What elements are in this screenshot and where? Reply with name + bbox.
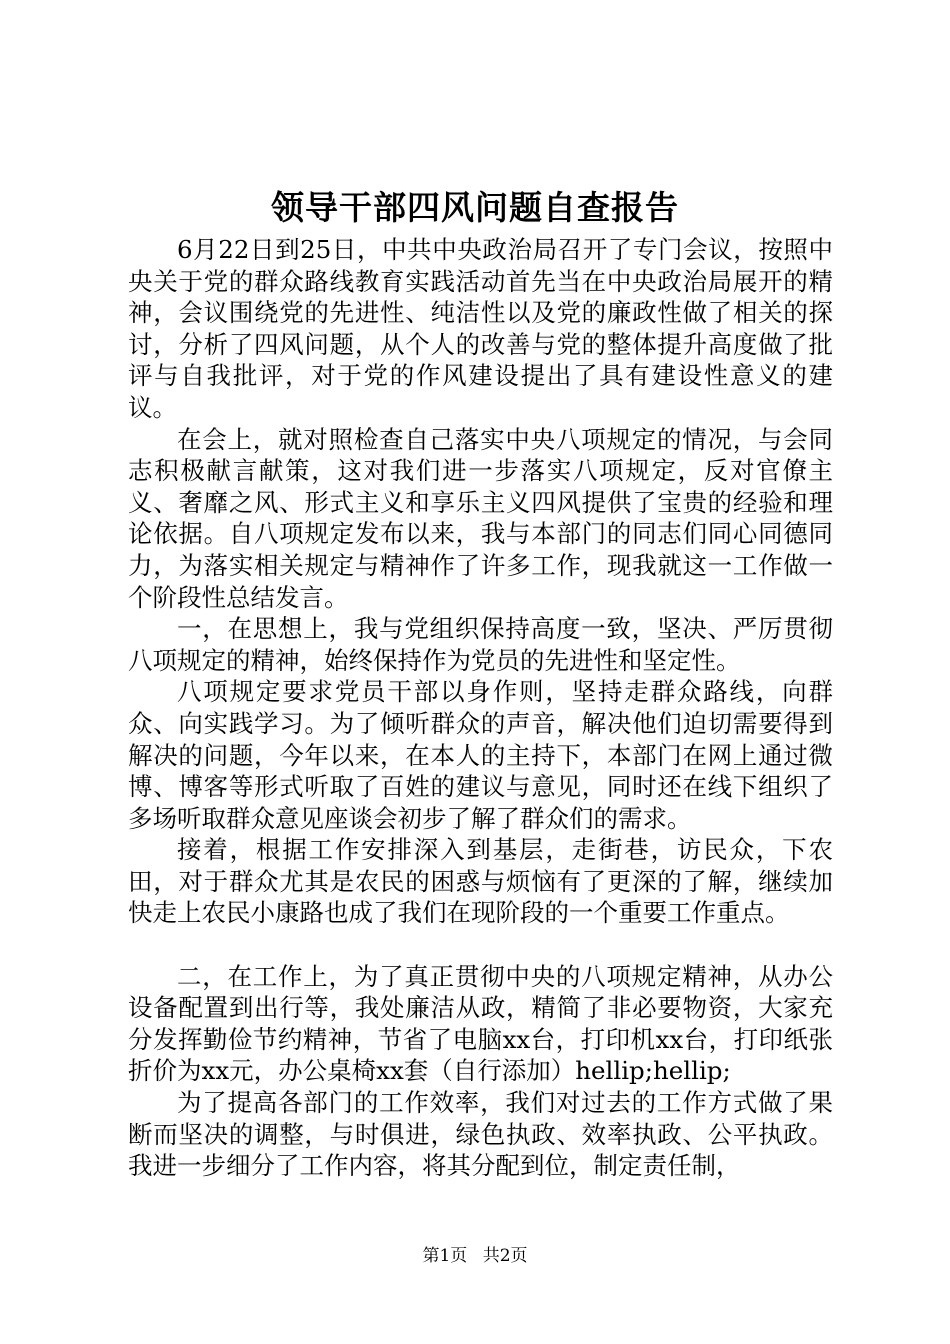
paragraph: 八项规定要求党员干部以身作则，坚持走群众路线，向群众、向实践学习。为了倾听群众的声音，解决他们迫切需要得到解决的问题，今年以来，在本人的主持下，本部门在网上通过微博、博客等形式听取了百姓的建议与意见，同时还在线下组织了多场听取群众意见座谈会初步了解了群众们的需求。 [128,677,833,833]
page-title: 领导干部四风问题自查报告 [271,188,679,227]
document-body [128,234,833,1182]
page-number: 第1页 [422,1246,468,1266]
paragraph: 在会上，就对照检查自己落实中央八项规定的情况，与会同志积极献言献策，这对我们进一步落实八项规定，反对官僚主义、奢靡之风、形式主义和享乐主义四风提供了宝贵的经验和理论依据。自八项规定发布以来，我与本部门的同志们同心同德同力，为落实相关规定与精神作了许多工作，现我就这一工作做一个阶段性总结发言。 [128,424,833,612]
paragraph: 接着，根据工作安排深入到基层，走街巷，访民众，下农田，对于群众尤其是农民的困惑与烦恼有了更深的了解，继续加快走上农民小康路也成了我们在现阶段的一个重要工作重点。 [128,835,833,928]
paragraph: 6月22日到25日，中共中央政治局召开了专门会议，按照中央关于党的群众路线教育实践活动首先当在中央政治局展开的精神，会议围绕党的先进性、纯洁性以及党的廉政性做了相关的探讨，分析了四风问题，从个人的改善与党的整体提升高度做了批评与自我批评，对于党的作风建设提出了具有建设性意义的建议。 [128,235,833,422]
page-footer [0,1244,950,1268]
paragraph: 为了提高各部门的工作效率，我们对过去的工作方式做了果断而坚决的调整，与时俱进，绿色执政、效率执政、公平执政。我进一步细分了工作内容，将其分配到位，制定责任制， [128,1088,833,1181]
paragraph: 二，在工作上，为了真正贯彻中央的八项规定精神，从办公设备配置到出行等，我处廉洁从政，精简了非必要物资，大家充分发挥勤俭节约精神，节省了电脑xx台，打印机xx台，打印纸张折价为xx元，办公桌椅xx套（自行添加）hellip;hellip; [128,961,833,1086]
paragraph: 一，在思想上，我与党组织保持高度一致，坚决、严厉贯彻八项规定的精神，始终保持作为党员的先进性和坚定性。 [128,614,833,675]
page-total: 共2页 [482,1246,528,1266]
